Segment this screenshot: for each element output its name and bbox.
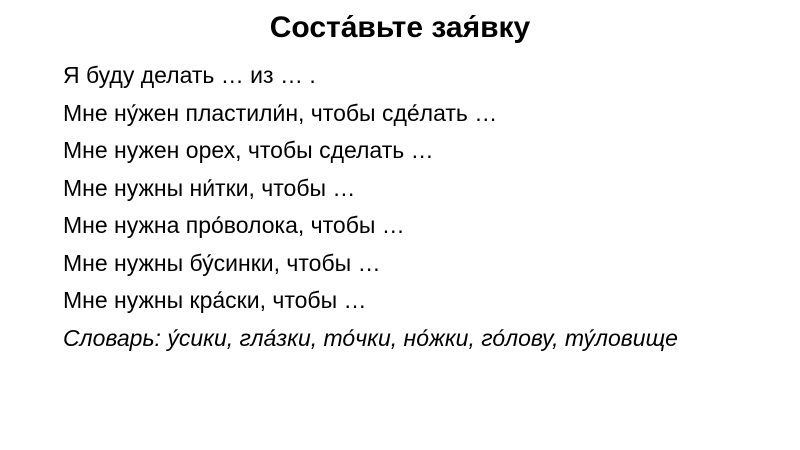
dictionary-line: Словарь: у́сики, гла́зки, то́чки, но́жки, го́лову, ту́ловище [63, 324, 678, 351]
task-line: Мне нужны бу́синки, чтобы … [63, 249, 381, 276]
task-line: Мне нужен орех, чтобы сделать … [63, 137, 434, 163]
slide-title: Соста́вьте зая́вку [269, 11, 531, 44]
task-line: Мне нужна про́волока, чтобы … [63, 212, 405, 238]
task-line: Я буду делать … из … . [63, 62, 316, 88]
task-lines-list [63, 57, 678, 357]
task-line: Мне нужны кра́ски, чтобы … [63, 287, 367, 313]
task-line: Мне нужны ни́тки, чтобы … [63, 174, 356, 201]
task-line: Мне ну́жен пластили́н, чтобы сде́лать … [63, 99, 498, 126]
